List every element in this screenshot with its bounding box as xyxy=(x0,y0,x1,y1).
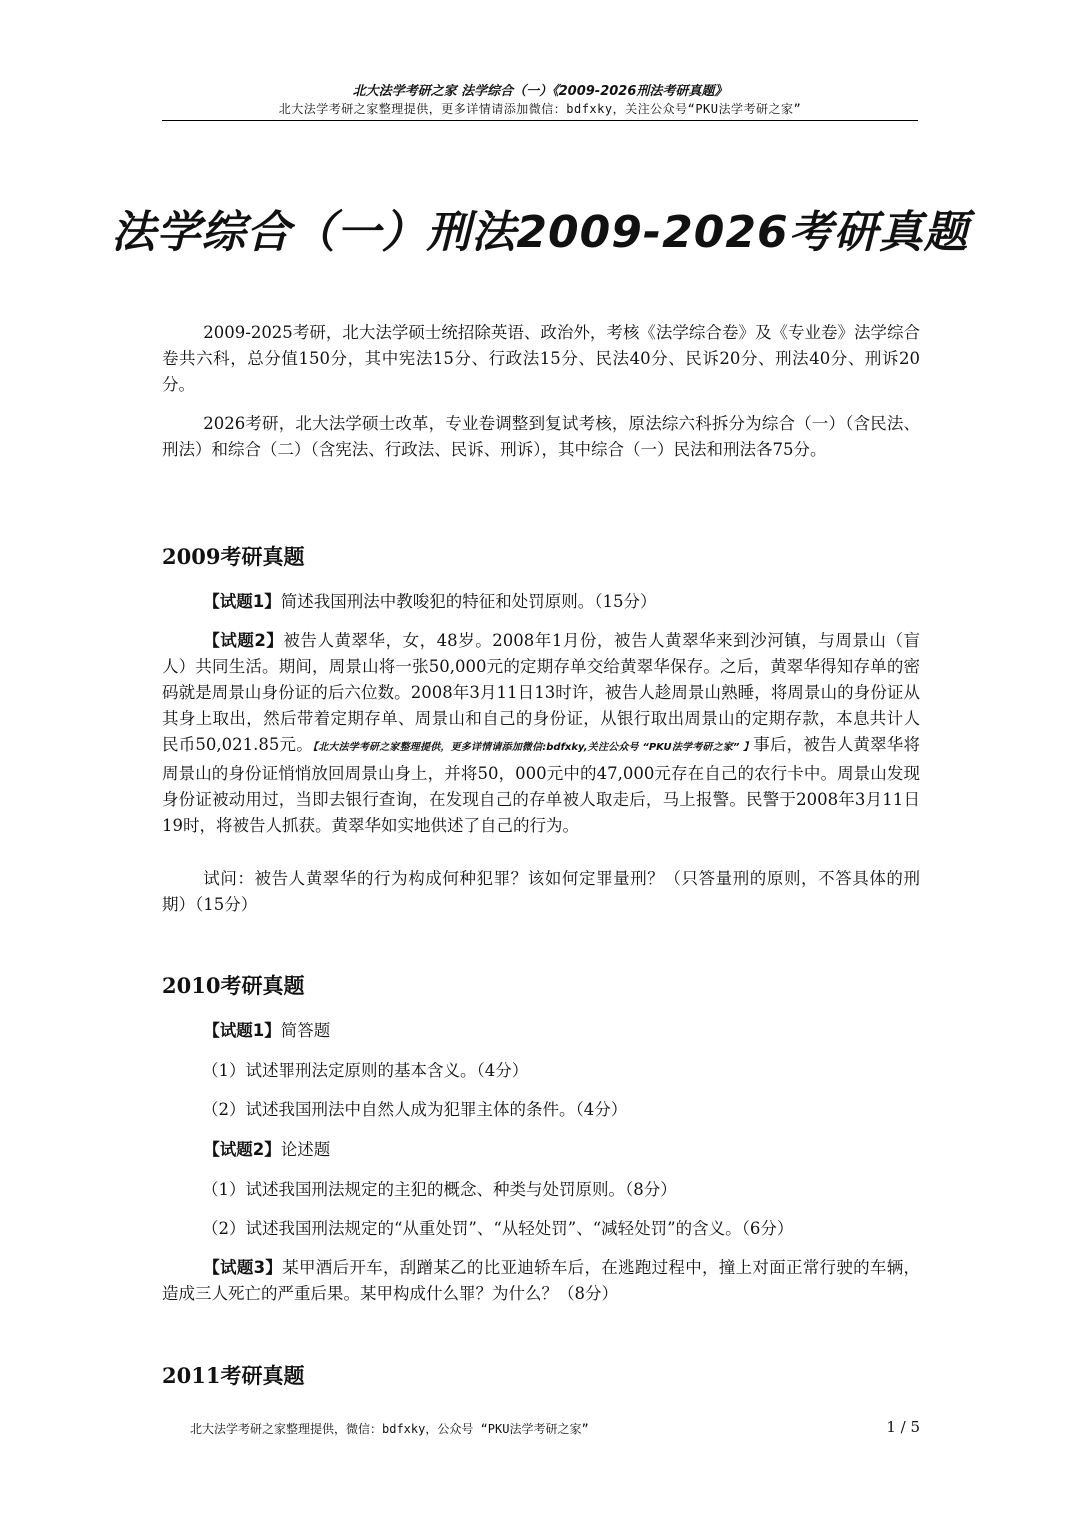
question-2010-2-sub2: （2）试述我国刑法规定的“从重处罚”、“从轻处罚”、“减轻处罚”的含义。（6分） xyxy=(202,1219,794,1238)
question-2010-1 xyxy=(162,1018,920,1044)
question-label: 【试题1】 xyxy=(203,1021,281,1040)
document-title: 法学综合（一）刑法2009-2026考研真题 xyxy=(111,207,969,258)
running-header-subtitle: 北大法学考研之家整理提供，更多详情请添加微信：bdfxky，关注公众号“PKU法学考研之家” xyxy=(278,102,802,116)
question-label: 【试题2】 xyxy=(203,631,284,650)
question-2010-2 xyxy=(162,1137,920,1163)
question-2010-1-sub2: （2）试述我国刑法中自然人成为犯罪主体的条件。（4分） xyxy=(202,1100,628,1119)
question-2010-2-sub1: （1）试述我国刑法规定的主犯的概念、种类与处罚原则。（8分） xyxy=(202,1180,677,1199)
question-2009-1 xyxy=(162,589,920,615)
watermark-note: 【北大法学考研之家整理提供，更多详情请添加微信:bdfxky,关注公众号 “PKU法学考研之家” 】 xyxy=(312,742,754,753)
question-2010-3 xyxy=(162,1255,920,1307)
question-2009-2 xyxy=(162,628,920,839)
page-footer: 北大法学考研之家整理提供，微信：bdfxky，公众号 “PKU法学考研之家” xyxy=(190,1422,589,1436)
header-rule xyxy=(162,120,918,121)
intro-paragraph-1: 2009-2025考研，北大法学硕士统招除英语、政治外，考核《法学综合卷》及《专业卷》法学综合卷共六科，总分值150分，其中宪法15分、行政法15分、民法40分、民诉20分、刑法40分、刑诉20分。 xyxy=(162,323,920,394)
intro-paragraph-2: 2026考研，北大法学硕士改革，专业卷调整到复试考核，原法综六科拆分为综合（一）（含民法、刑法）和综合（二）（含宪法、行政法、民诉、刑诉），其中综合（一）民法和刑法各75分。 xyxy=(162,414,920,459)
question-2009-ask: 试问：被告人黄翠华的行为构成何种犯罪？该如何定罪量刑？（只答量刑的原则，不答具体的刑期）（15分） xyxy=(162,869,920,914)
section-heading-2011: 2011考研真题 xyxy=(162,1363,305,1388)
question-text-continued: 事后，被告人黄翠华将周景山的身份证悄悄放回周景山身上，并将50，000元中的47,000元存在自己的农行卡中。周景山发现身份证被动用过，当即去银行查询，在发现自己的存单被人取走后，马上报警。民警于2008年3月11日19时，将被告人抓获。黄翠华如实地供述了自己的行为。 xyxy=(162,735,920,835)
question-2010-1-sub1: （1）试述罪刑法定原则的基本含义。（4分） xyxy=(202,1061,529,1080)
question-text: 论述题 xyxy=(280,1140,331,1159)
page-number: 1 / 5 xyxy=(886,1418,920,1436)
section-heading-2009: 2009考研真题 xyxy=(162,544,305,569)
question-label: 【试题2】 xyxy=(203,1140,281,1159)
question-text: 简述我国刑法中教唆犯的特征和处罚原则。（15分） xyxy=(280,592,657,611)
question-text: 某甲酒后开车，刮蹭某乙的比亚迪轿车后，在逃跑过程中，撞上对面正常行驶的车辆，造成三人死亡的严重后果。某甲构成什么罪？为什么？（8分） xyxy=(162,1258,921,1303)
question-label: 【试题1】 xyxy=(203,592,281,611)
question-text: 被告人黄翠华，女，48岁。2008年1月份，被告人黄翠华来到沙河镇，与周景山（盲人）共同生活。期间，周景山将一张50,000元的定期存单交给黄翠华保存。之后，黄翠华得知存单的密码就是周景山身份证的后六位数。2008年3月11日13时许，被告人趁周景山熟睡，将周景山的身份证从其身上取出，然后带着定期存单、周景山和自己的身份证，从银行取出周景山的定期存款，本息共计人民币50,021.85元。 xyxy=(162,631,920,754)
section-heading-2010: 2010考研真题 xyxy=(162,973,305,998)
running-header-title: 北大法学考研之家 法学综合（一）《2009-2026刑法考研真题》 xyxy=(352,84,728,99)
question-label: 【试题3】 xyxy=(203,1258,283,1277)
question-text: 简答题 xyxy=(280,1021,331,1040)
